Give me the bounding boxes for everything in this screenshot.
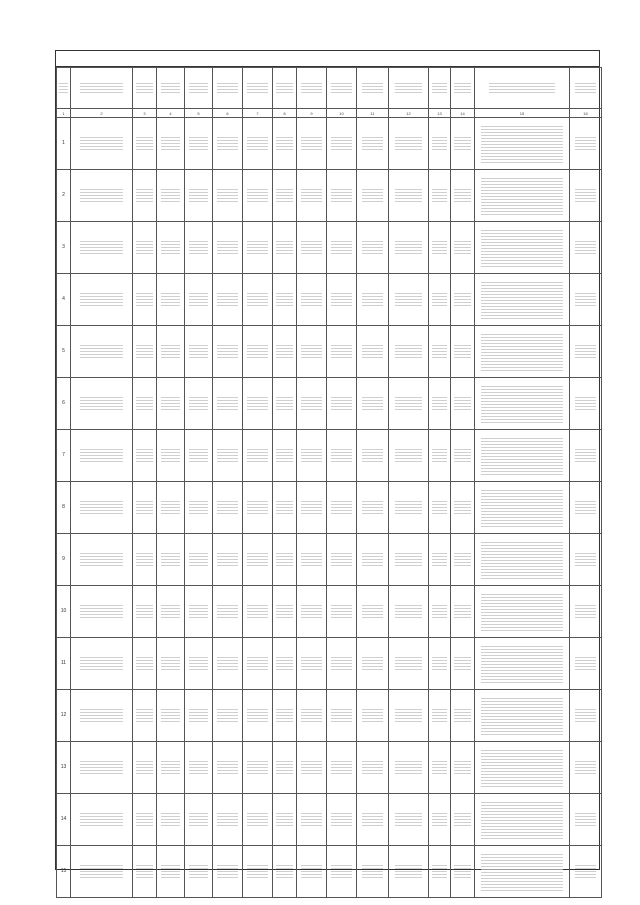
table-cell: [157, 170, 185, 222]
row-number: 9: [57, 534, 71, 586]
table-cell: [243, 690, 273, 742]
table-cell: [357, 586, 389, 638]
table-cell: [429, 118, 451, 170]
table-cell: [213, 222, 243, 274]
table-cell: [157, 846, 185, 898]
table-cell: [389, 222, 429, 274]
table-cell: [475, 846, 570, 898]
table-cell: [133, 846, 157, 898]
table-body: [57, 118, 602, 898]
table-cell: [429, 222, 451, 274]
table-cell: [451, 274, 475, 326]
table-cell: [213, 326, 243, 378]
table-cell: [570, 846, 602, 898]
table-cell: [357, 430, 389, 482]
header-cell: [389, 68, 429, 109]
table-row: [57, 482, 602, 534]
table-cell: [429, 534, 451, 586]
table-cell: [357, 534, 389, 586]
table-cell: [475, 534, 570, 586]
table-row: [57, 846, 602, 898]
table-cell: [451, 586, 475, 638]
table-cell: [389, 794, 429, 846]
table-cell: [185, 482, 213, 534]
table-cell: [451, 638, 475, 690]
table-cell: [243, 794, 273, 846]
table-cell: [389, 118, 429, 170]
table-cell: [243, 118, 273, 170]
table-cell: [185, 794, 213, 846]
table-cell: [213, 586, 243, 638]
table-cell: [71, 222, 133, 274]
table-cell: [71, 118, 133, 170]
table-cell: [213, 690, 243, 742]
table-cell: [71, 534, 133, 586]
table-cell: [273, 794, 297, 846]
column-number: 12: [389, 109, 429, 118]
row-number: 14: [57, 794, 71, 846]
table-cell: [327, 482, 357, 534]
table-cell: [71, 638, 133, 690]
table-cell: [297, 638, 327, 690]
table-cell: [451, 534, 475, 586]
table-cell: [157, 378, 185, 430]
table-cell: [133, 482, 157, 534]
table-row: [57, 690, 602, 742]
table-cell: [297, 794, 327, 846]
table-cell: [133, 742, 157, 794]
table-cell: [273, 222, 297, 274]
table-cell: [475, 638, 570, 690]
column-number-row: [57, 109, 602, 118]
table-cell: [273, 534, 297, 586]
table-cell: [357, 170, 389, 222]
header-cell: [273, 68, 297, 109]
table-cell: [157, 118, 185, 170]
column-number: 11: [357, 109, 389, 118]
column-number: 16: [570, 109, 602, 118]
table-cell: [475, 430, 570, 482]
table-cell: [297, 222, 327, 274]
table-cell: [389, 742, 429, 794]
table-cell: [570, 742, 602, 794]
table-cell: [133, 378, 157, 430]
table-cell: [213, 118, 243, 170]
table-cell: [570, 586, 602, 638]
table-row: [57, 222, 602, 274]
table-cell: [133, 794, 157, 846]
table-cell: [451, 222, 475, 274]
row-number: 2: [57, 170, 71, 222]
table-cell: [157, 430, 185, 482]
table-cell: [475, 222, 570, 274]
table-cell: [297, 430, 327, 482]
row-number: 7: [57, 430, 71, 482]
table-cell: [327, 118, 357, 170]
table-cell: [389, 638, 429, 690]
table-cell: [570, 534, 602, 586]
table-cell: [133, 534, 157, 586]
table-cell: [273, 274, 297, 326]
table-cell: [451, 378, 475, 430]
table-cell: [357, 378, 389, 430]
table-cell: [273, 118, 297, 170]
table-cell: [570, 378, 602, 430]
table-cell: [357, 690, 389, 742]
table-cell: [243, 586, 273, 638]
table-cell: [429, 378, 451, 430]
table-cell: [570, 638, 602, 690]
column-number: 7: [243, 109, 273, 118]
table-cell: [389, 586, 429, 638]
table-cell: [451, 118, 475, 170]
table-cell: [389, 690, 429, 742]
table-cell: [213, 534, 243, 586]
table-cell: [389, 482, 429, 534]
table-cell: [475, 482, 570, 534]
column-number: 4: [157, 109, 185, 118]
table-cell: [570, 170, 602, 222]
table-cell: [357, 846, 389, 898]
table-row: [57, 326, 602, 378]
table-cell: [157, 222, 185, 274]
table-cell: [297, 742, 327, 794]
table-cell: [157, 482, 185, 534]
table-row: [57, 794, 602, 846]
table-cell: [297, 378, 327, 430]
row-number: 3: [57, 222, 71, 274]
table-cell: [451, 690, 475, 742]
table-cell: [475, 118, 570, 170]
table-cell: [273, 638, 297, 690]
table-cell: [243, 274, 273, 326]
table-cell: [327, 430, 357, 482]
column-number: 1: [57, 109, 71, 118]
header-cell: [297, 68, 327, 109]
table-cell: [357, 794, 389, 846]
table-cell: [327, 222, 357, 274]
table-cell: [213, 742, 243, 794]
table-row: [57, 430, 602, 482]
table-cell: [243, 534, 273, 586]
table-cell: [273, 170, 297, 222]
table-cell: [327, 638, 357, 690]
table-cell: [273, 482, 297, 534]
table-cell: [71, 430, 133, 482]
header-cell: [71, 68, 133, 109]
table-cell: [570, 430, 602, 482]
table-cell: [327, 846, 357, 898]
table-row: [57, 170, 602, 222]
header-cell: [475, 68, 570, 109]
header-row: [57, 68, 602, 109]
table-cell: [475, 170, 570, 222]
row-number: 1: [57, 118, 71, 170]
table-cell: [429, 274, 451, 326]
table-cell: [71, 794, 133, 846]
table-cell: [357, 482, 389, 534]
table-cell: [451, 482, 475, 534]
table-cell: [429, 430, 451, 482]
table-cell: [429, 690, 451, 742]
table-cell: [71, 690, 133, 742]
header-cell: [185, 68, 213, 109]
table-cell: [157, 638, 185, 690]
table-cell: [273, 742, 297, 794]
table-cell: [357, 326, 389, 378]
table-cell: [297, 170, 327, 222]
table-cell: [243, 170, 273, 222]
table-cell: [429, 482, 451, 534]
row-number: 5: [57, 326, 71, 378]
table-cell: [243, 482, 273, 534]
column-number: 8: [273, 109, 297, 118]
table-cell: [133, 222, 157, 274]
table-cell: [327, 326, 357, 378]
table-cell: [475, 378, 570, 430]
table-cell: [273, 430, 297, 482]
table-cell: [185, 118, 213, 170]
table-cell: [71, 482, 133, 534]
table-cell: [185, 378, 213, 430]
header-cell: [429, 68, 451, 109]
row-number: 13: [57, 742, 71, 794]
table-cell: [389, 326, 429, 378]
table-cell: [297, 118, 327, 170]
column-number: 9: [297, 109, 327, 118]
table-cell: [157, 274, 185, 326]
table-cell: [327, 742, 357, 794]
table-cell: [71, 846, 133, 898]
column-number: 14: [451, 109, 475, 118]
header-cell: [327, 68, 357, 109]
table-cell: [157, 794, 185, 846]
table-cell: [273, 846, 297, 898]
table-cell: [273, 326, 297, 378]
table-cell: [297, 274, 327, 326]
table-cell: [213, 170, 243, 222]
table-cell: [451, 742, 475, 794]
table-cell: [475, 586, 570, 638]
row-number: 12: [57, 690, 71, 742]
table-cell: [389, 378, 429, 430]
column-number: 10: [327, 109, 357, 118]
table-cell: [185, 846, 213, 898]
table-cell: [297, 690, 327, 742]
table-cell: [429, 326, 451, 378]
column-number: 13: [429, 109, 451, 118]
table-cell: [429, 586, 451, 638]
row-number: 11: [57, 638, 71, 690]
table-cell: [185, 742, 213, 794]
table-row: [57, 118, 602, 170]
table-row: [57, 638, 602, 690]
table-cell: [133, 170, 157, 222]
table-cell: [273, 586, 297, 638]
table-cell: [429, 742, 451, 794]
table-cell: [243, 326, 273, 378]
column-number: 3: [133, 109, 157, 118]
table-cell: [185, 690, 213, 742]
equipment-table: [56, 67, 602, 898]
table-cell: [213, 482, 243, 534]
table-cell: [133, 586, 157, 638]
table-cell: [185, 326, 213, 378]
header-cell: [57, 68, 71, 109]
table-cell: [297, 534, 327, 586]
row-number: 10: [57, 586, 71, 638]
table-cell: [133, 274, 157, 326]
table-cell: [71, 274, 133, 326]
table-cell: [185, 222, 213, 274]
table-cell: [327, 534, 357, 586]
header-cell: [133, 68, 157, 109]
row-number: 4: [57, 274, 71, 326]
row-number: 8: [57, 482, 71, 534]
column-number: 5: [185, 109, 213, 118]
table-row: [57, 274, 602, 326]
table-cell: [429, 170, 451, 222]
table-cell: [570, 326, 602, 378]
table-cell: [273, 690, 297, 742]
table-cell: [71, 170, 133, 222]
table-cell: [185, 534, 213, 586]
table-row: [57, 378, 602, 430]
table-cell: [357, 118, 389, 170]
table-cell: [243, 222, 273, 274]
table-cell: [327, 274, 357, 326]
table-cell: [71, 378, 133, 430]
table-cell: [297, 326, 327, 378]
header-cell: [570, 68, 602, 109]
table-cell: [133, 638, 157, 690]
table-cell: [451, 170, 475, 222]
table-row: [57, 586, 602, 638]
table-cell: [389, 846, 429, 898]
table-cell: [475, 274, 570, 326]
table-cell: [451, 846, 475, 898]
table-cell: [570, 482, 602, 534]
table-cell: [157, 326, 185, 378]
table-cell: [71, 742, 133, 794]
table-cell: [71, 586, 133, 638]
table-cell: [389, 170, 429, 222]
table-cell: [570, 222, 602, 274]
table-cell: [157, 534, 185, 586]
column-number: 6: [213, 109, 243, 118]
table-cell: [273, 378, 297, 430]
table-cell: [157, 742, 185, 794]
table-cell: [357, 742, 389, 794]
table-cell: [451, 794, 475, 846]
table-row: [57, 742, 602, 794]
table-cell: [297, 586, 327, 638]
table-cell: [357, 274, 389, 326]
table-cell: [451, 326, 475, 378]
table-cell: [213, 638, 243, 690]
table-cell: [243, 846, 273, 898]
table-cell: [475, 742, 570, 794]
table-cell: [213, 274, 243, 326]
table-cell: [157, 586, 185, 638]
table-cell: [475, 690, 570, 742]
header-cell: [243, 68, 273, 109]
table-cell: [451, 430, 475, 482]
table-cell: [243, 378, 273, 430]
table-cell: [133, 326, 157, 378]
header-cell: [451, 68, 475, 109]
table-cell: [297, 846, 327, 898]
column-number: 15: [475, 109, 570, 118]
table-cell: [327, 690, 357, 742]
table-cell: [185, 430, 213, 482]
table-cell: [297, 482, 327, 534]
table-row: [57, 534, 602, 586]
table-cell: [243, 638, 273, 690]
table-cell: [133, 430, 157, 482]
table-cell: [213, 378, 243, 430]
table-cell: [243, 742, 273, 794]
table-cell: [185, 586, 213, 638]
table-cell: [327, 586, 357, 638]
table-cell: [243, 430, 273, 482]
table-cell: [389, 430, 429, 482]
header-cell: [213, 68, 243, 109]
table-cell: [327, 378, 357, 430]
table-cell: [327, 794, 357, 846]
table-cell: [389, 534, 429, 586]
table-cell: [570, 118, 602, 170]
table-cell: [475, 326, 570, 378]
table-cell: [357, 222, 389, 274]
table-cell: [71, 326, 133, 378]
table-cell: [570, 690, 602, 742]
table-cell: [185, 274, 213, 326]
document-sheet: [55, 50, 600, 874]
table-cell: [133, 690, 157, 742]
document-title: [56, 51, 599, 67]
header-cell: [157, 68, 185, 109]
header-cell: [357, 68, 389, 109]
table-cell: [213, 794, 243, 846]
table-cell: [429, 638, 451, 690]
table-cell: [327, 170, 357, 222]
row-number: 15: [57, 846, 71, 898]
table-cell: [185, 170, 213, 222]
table-cell: [185, 638, 213, 690]
column-number: 2: [71, 109, 133, 118]
table-cell: [213, 846, 243, 898]
table-cell: [429, 846, 451, 898]
table-cell: [213, 430, 243, 482]
table-cell: [357, 638, 389, 690]
table-cell: [475, 794, 570, 846]
table-cell: [133, 118, 157, 170]
table-cell: [570, 274, 602, 326]
table-cell: [570, 794, 602, 846]
row-number: 6: [57, 378, 71, 430]
table-cell: [429, 794, 451, 846]
table-cell: [157, 690, 185, 742]
table-cell: [389, 274, 429, 326]
